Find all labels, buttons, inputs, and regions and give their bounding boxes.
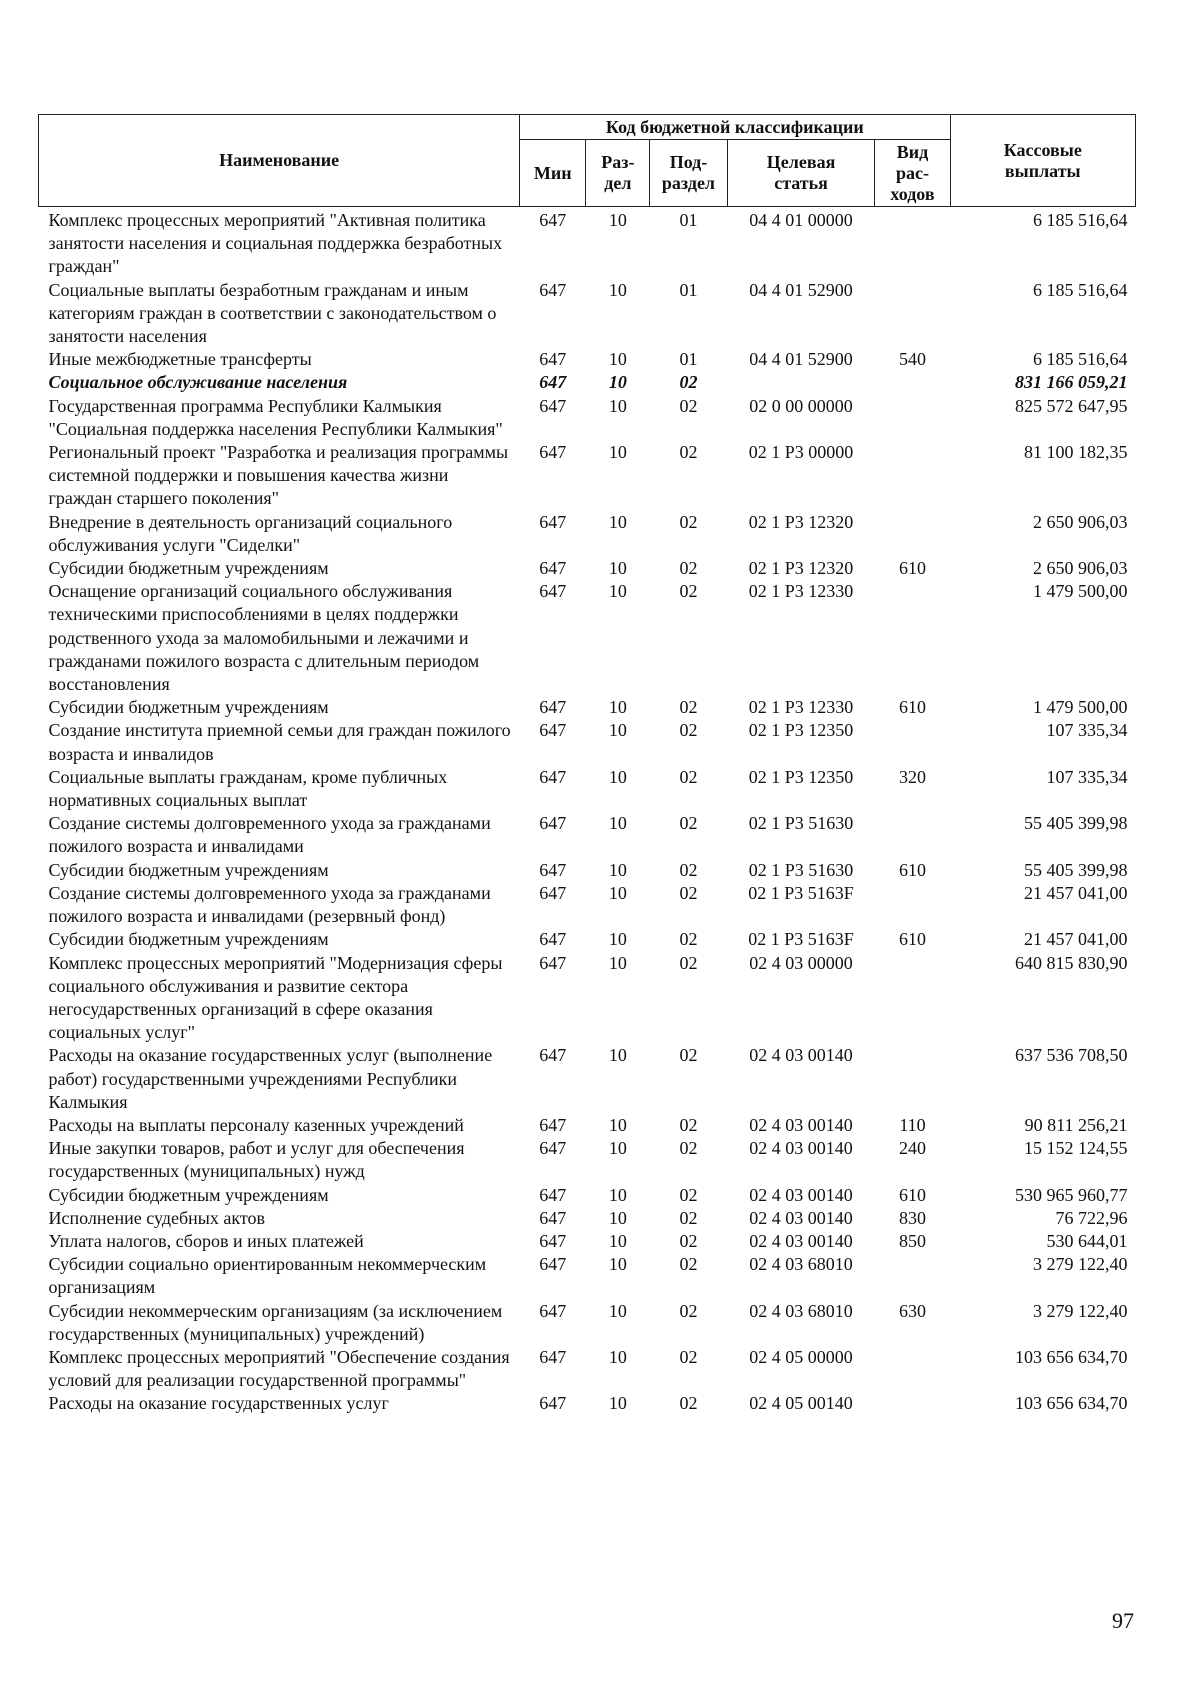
row-expense-type-cell: 240 — [899, 1138, 926, 1159]
row-ministry-cell: 647 — [539, 1254, 567, 1275]
row-amount-cell: 3 279 122,40 — [1033, 1300, 1128, 1321]
row-expense-type-cell: 610 — [899, 558, 926, 579]
row-expense-type-cell: 540 — [899, 349, 926, 370]
row-amount-cell: 21 457 041,00 — [1024, 882, 1128, 903]
row-expense-type-cell — [875, 1253, 950, 1299]
row-target-item-cell — [727, 371, 875, 394]
row-name-cell: Создание системы долговременного ухода за гражданами пожилого возраста и инвалидами — [48, 813, 491, 857]
row-subsection-cell: 02 — [679, 1393, 698, 1414]
row-name-cell: Оснащение организаций социального обслуживания техническими приспособлениями в целях поддержки родственного ухода за маломобильными и лежачими и гражданами пожилого возраста с длительным периодом восстановления — [48, 581, 480, 695]
row-ministry-cell: 647 — [539, 859, 567, 880]
row-subsection-cell: 02 — [679, 1045, 698, 1066]
row-expense-type-cell: 110 — [899, 1114, 926, 1135]
header-section: Раз- дел — [586, 140, 650, 207]
table-row — [39, 279, 1136, 349]
row-name-cell: Социальные выплаты гражданам, кроме публичных нормативных социальных выплат — [48, 766, 448, 811]
row-section-cell: 10 — [608, 1230, 627, 1251]
table-row — [39, 952, 1136, 1045]
row-name-cell: Субсидии бюджетным учреждениям — [48, 697, 329, 718]
row-name-cell: Региональный проект "Разработка и реализация программы системной поддержки и повышения качества жизни граждан старшего поколения" — [48, 442, 509, 509]
row-target-item-cell: 04 4 01 52900 — [749, 279, 853, 300]
row-target-item-cell: 02 1 Р3 12330 — [748, 697, 854, 718]
row-ministry-cell: 647 — [539, 813, 567, 834]
row-amount-cell: 107 335,34 — [1046, 720, 1128, 741]
row-name-cell: Расходы на оказание государственных услуг (выполнение работ) государственными учреждениями Республики Калмыкия — [48, 1045, 493, 1112]
row-expense-type-cell — [875, 511, 950, 557]
row-subsection-cell: 02 — [679, 1207, 698, 1228]
row-target-item-cell: 02 1 Р3 5163F — [748, 929, 854, 950]
row-ministry-cell: 647 — [539, 1184, 567, 1205]
row-name-cell: Комплекс процессных мероприятий "Модернизация сферы социального обслуживания и развитие сектора негосударственных организаций в сфере оказания социальных услуг" — [48, 952, 503, 1043]
row-section-cell: 10 — [608, 882, 627, 903]
row-amount-cell: 6 185 516,64 — [1033, 349, 1128, 370]
row-name-cell: Субсидии бюджетным учреждениям — [48, 859, 329, 880]
row-name-cell: Создание системы долговременного ухода за гражданами пожилого возраста и инвалидами (резервный фонд) — [48, 882, 491, 927]
row-ministry-cell: 647 — [539, 929, 567, 950]
table-row — [39, 1184, 1136, 1207]
row-amount-cell: 825 572 647,95 — [1015, 395, 1128, 416]
row-target-item-cell: 02 1 Р3 51630 — [748, 813, 854, 834]
row-name-cell: Создание института приемной семьи для граждан пожилого возраста и инвалидов — [48, 720, 511, 764]
row-subsection-cell: 02 — [679, 372, 698, 393]
row-name-cell: Комплекс процессных мероприятий "Обеспечение создания условий для реализации государственной программы" — [48, 1346, 510, 1391]
row-target-item-cell: 02 4 03 00140 — [749, 1045, 853, 1066]
row-amount-cell: 1 479 500,00 — [1033, 697, 1128, 718]
budget-table — [38, 114, 1136, 1416]
row-section-cell: 10 — [608, 372, 627, 393]
page-number: 97 — [1112, 1608, 1134, 1633]
row-subsection-cell: 02 — [679, 581, 698, 602]
row-target-item-cell: 02 4 03 00140 — [749, 1230, 853, 1251]
row-name-cell: Внедрение в деятельность организаций социального обслуживания услуги "Сиделки" — [48, 511, 453, 555]
row-target-item-cell: 04 4 01 52900 — [749, 349, 853, 370]
row-target-item-cell: 02 4 03 00140 — [749, 1138, 853, 1159]
table-header — [39, 115, 1136, 207]
header-expense-type: Вид рас- ходов — [875, 140, 950, 207]
header-target-item: Целевая статья — [727, 140, 875, 207]
row-name-cell: Уплата налогов, сборов и иных платежей — [48, 1230, 364, 1251]
row-amount-cell: 103 656 634,70 — [1015, 1346, 1128, 1367]
table-row — [39, 1230, 1136, 1253]
table-row — [39, 1300, 1136, 1346]
table-row — [39, 1253, 1136, 1299]
row-section-cell: 10 — [608, 558, 627, 579]
row-amount-cell: 3 279 122,40 — [1033, 1254, 1128, 1275]
row-expense-type-cell — [875, 882, 950, 928]
row-section-cell: 10 — [608, 1300, 627, 1321]
row-ministry-cell: 647 — [539, 1346, 567, 1367]
row-name-cell: Расходы на оказание государственных услуг — [48, 1393, 389, 1414]
row-amount-cell: 55 405 399,98 — [1024, 859, 1128, 880]
table-row — [39, 859, 1136, 882]
row-section-cell: 10 — [608, 1114, 627, 1135]
row-subsection-cell: 02 — [679, 1346, 698, 1367]
row-amount-cell: 2 650 906,03 — [1033, 511, 1128, 532]
row-amount-cell: 15 152 124,55 — [1024, 1138, 1128, 1159]
header-cash-payments: Кассовые выплаты — [950, 115, 1135, 207]
row-subsection-cell: 02 — [679, 697, 698, 718]
row-ministry-cell: 647 — [539, 1045, 567, 1066]
row-ministry-cell: 647 — [539, 581, 567, 602]
table-row — [39, 812, 1136, 858]
row-section-cell: 10 — [608, 442, 627, 463]
table-row — [39, 207, 1136, 279]
row-subsection-cell: 02 — [679, 766, 698, 787]
row-name-cell: Исполнение судебных актов — [48, 1207, 266, 1228]
row-amount-cell: 2 650 906,03 — [1033, 558, 1128, 579]
row-expense-type-cell — [875, 279, 950, 349]
row-expense-type-cell: 850 — [899, 1230, 926, 1251]
table-row — [39, 766, 1136, 812]
row-expense-type-cell — [875, 580, 950, 696]
row-name-cell: Иные закупки товаров, работ и услуг для обеспечения государственных (муниципальных) нужд — [48, 1138, 465, 1182]
table-row — [39, 511, 1136, 557]
row-ministry-cell: 647 — [539, 1114, 567, 1135]
table-row — [39, 441, 1136, 511]
row-ministry-cell: 647 — [539, 349, 567, 370]
row-ministry-cell: 647 — [539, 1138, 567, 1159]
row-section-cell: 10 — [608, 1393, 627, 1414]
row-subsection-cell: 02 — [679, 1254, 698, 1275]
row-amount-cell: 81 100 182,35 — [1024, 442, 1128, 463]
row-section-cell: 10 — [608, 581, 627, 602]
row-amount-cell: 530 644,01 — [1046, 1230, 1128, 1251]
table-row — [39, 1044, 1136, 1114]
row-amount-cell: 6 185 516,64 — [1033, 210, 1128, 230]
row-section-cell: 10 — [608, 720, 627, 741]
row-expense-type-cell: 610 — [899, 859, 926, 880]
row-target-item-cell: 04 4 01 00000 — [749, 210, 853, 230]
row-amount-cell: 831 166 059,21 — [1015, 372, 1128, 393]
row-name-cell: Субсидии бюджетным учреждениям — [48, 929, 329, 950]
row-section-cell: 10 — [608, 766, 627, 787]
row-target-item-cell: 02 4 05 00140 — [749, 1393, 853, 1414]
row-section-cell: 10 — [608, 395, 627, 416]
row-section-cell: 10 — [608, 1138, 627, 1159]
row-ministry-cell: 647 — [539, 1393, 567, 1414]
row-expense-type-cell: 610 — [899, 929, 926, 950]
header-budget-code-group: Код бюджетной классификации — [520, 115, 950, 140]
row-expense-type-cell — [875, 719, 950, 765]
table-row — [39, 580, 1136, 696]
row-ministry-cell: 647 — [539, 442, 567, 463]
header-ministry: Мин — [520, 140, 586, 207]
row-expense-type-cell — [875, 952, 950, 1045]
row-amount-cell: 640 815 830,90 — [1015, 952, 1128, 973]
row-amount-cell: 6 185 516,64 — [1033, 279, 1128, 300]
table-row — [39, 1346, 1136, 1392]
row-amount-cell: 76 722,96 — [1055, 1207, 1128, 1228]
table-row — [39, 882, 1136, 928]
row-ministry-cell: 647 — [539, 395, 567, 416]
row-section-cell: 10 — [608, 349, 627, 370]
row-ministry-cell: 647 — [539, 882, 567, 903]
row-target-item-cell: 02 1 Р3 12350 — [748, 766, 854, 787]
table-row — [39, 696, 1136, 719]
row-target-item-cell: 02 4 05 00000 — [749, 1346, 853, 1367]
row-subsection-cell: 01 — [679, 210, 698, 230]
row-target-item-cell: 02 1 Р3 51630 — [748, 859, 854, 880]
row-subsection-cell: 02 — [679, 1230, 698, 1251]
row-section-cell: 10 — [608, 511, 627, 532]
table-row — [39, 348, 1136, 371]
table-row — [39, 1137, 1136, 1183]
row-target-item-cell: 02 1 Р3 00000 — [748, 442, 854, 463]
row-name-cell: Субсидии социально ориентированным некоммерческим организациям — [48, 1254, 487, 1298]
row-expense-type-cell: 610 — [899, 1184, 926, 1205]
row-subsection-cell: 02 — [679, 929, 698, 950]
row-target-item-cell: 02 1 Р3 12350 — [748, 720, 854, 741]
row-ministry-cell: 647 — [539, 558, 567, 579]
row-section-cell: 10 — [608, 1254, 627, 1275]
row-amount-cell: 103 656 634,70 — [1015, 1393, 1128, 1414]
row-section-cell: 10 — [608, 1207, 627, 1228]
row-name-cell: Иные межбюджетные трансферты — [48, 349, 312, 370]
row-subsection-cell: 01 — [679, 349, 698, 370]
row-name-cell: Социальное обслуживание населения — [48, 372, 348, 393]
row-section-cell: 10 — [608, 1346, 627, 1367]
row-subsection-cell: 02 — [679, 952, 698, 973]
row-subsection-cell: 02 — [679, 813, 698, 834]
row-target-item-cell: 02 4 03 00140 — [749, 1114, 853, 1135]
row-ministry-cell: 647 — [539, 952, 567, 973]
row-section-cell: 10 — [608, 1184, 627, 1205]
row-subsection-cell: 02 — [679, 882, 698, 903]
row-subsection-cell: 02 — [679, 1300, 698, 1321]
table-row — [39, 557, 1136, 580]
row-section-cell: 10 — [608, 929, 627, 950]
row-expense-type-cell — [875, 1346, 950, 1392]
row-expense-type-cell — [875, 812, 950, 858]
row-section-cell: 10 — [608, 210, 627, 230]
row-expense-type-cell — [875, 207, 950, 279]
row-section-cell: 10 — [608, 1045, 627, 1066]
row-amount-cell: 1 479 500,00 — [1033, 581, 1128, 602]
row-name-cell: Субсидии некоммерческим организациям (за исключением государственных (муниципальных) учреждений) — [48, 1300, 503, 1344]
row-name-cell: Субсидии бюджетным учреждениям — [48, 558, 329, 579]
row-expense-type-cell: 610 — [899, 697, 926, 718]
row-target-item-cell: 02 4 03 00000 — [749, 952, 853, 973]
row-subsection-cell: 02 — [679, 511, 698, 532]
row-subsection-cell: 02 — [679, 859, 698, 880]
row-amount-cell: 637 536 708,50 — [1015, 1045, 1128, 1066]
table-row — [39, 1114, 1136, 1137]
row-target-item-cell: 02 1 Р3 12320 — [748, 511, 854, 532]
row-section-cell: 10 — [608, 813, 627, 834]
row-ministry-cell: 647 — [539, 210, 567, 230]
row-subsection-cell: 02 — [679, 442, 698, 463]
row-target-item-cell: 02 4 03 68010 — [749, 1300, 853, 1321]
header-name: Наименование — [39, 115, 520, 207]
row-expense-type-cell — [875, 1044, 950, 1114]
row-section-cell: 10 — [608, 952, 627, 973]
table-body — [39, 207, 1136, 1416]
row-expense-type-cell: 830 — [899, 1207, 926, 1228]
row-target-item-cell: 02 4 03 68010 — [749, 1254, 853, 1275]
table-row — [39, 1392, 1136, 1415]
row-subsection-cell: 02 — [679, 1114, 698, 1135]
row-name-cell: Социальные выплаты безработным гражданам и иным категориям граждан в соответствии с законодательством о занятости населения — [48, 279, 497, 347]
row-ministry-cell: 647 — [539, 766, 567, 787]
row-name-cell: Расходы на выплаты персоналу казенных учреждений — [48, 1114, 464, 1135]
row-name-cell: Комплекс процессных мероприятий "Активная политика занятости населения и социальная поддержка безработных граждан" — [48, 210, 503, 277]
row-expense-type-cell — [875, 441, 950, 511]
row-expense-type-cell: 320 — [899, 766, 926, 787]
row-target-item-cell: 02 1 Р3 5163F — [748, 882, 854, 903]
row-ministry-cell: 647 — [539, 1230, 567, 1251]
row-expense-type-cell — [875, 1392, 950, 1415]
row-target-item-cell: 02 1 Р3 12320 — [748, 558, 854, 579]
row-name-cell: Государственная программа Республики Калмыкия "Социальная поддержка населения Республики Калмыкия" — [48, 395, 503, 439]
row-expense-type-cell — [875, 371, 950, 394]
row-expense-type-cell: 630 — [899, 1300, 926, 1321]
row-subsection-cell: 02 — [679, 395, 698, 416]
row-amount-cell: 90 811 256,21 — [1024, 1114, 1128, 1135]
row-subsection-cell: 02 — [679, 720, 698, 741]
row-amount-cell: 530 965 960,77 — [1015, 1184, 1128, 1205]
row-subsection-cell: 01 — [679, 279, 698, 300]
table-row — [39, 1207, 1136, 1230]
row-ministry-cell: 647 — [539, 1207, 567, 1228]
row-section-cell: 10 — [608, 859, 627, 880]
header-subsection: Под- раздел — [650, 140, 727, 207]
row-ministry-cell: 647 — [539, 511, 567, 532]
row-ministry-cell: 647 — [539, 372, 567, 393]
row-target-item-cell: 02 0 00 00000 — [749, 395, 853, 416]
row-section-cell: 10 — [608, 697, 627, 718]
row-subsection-cell: 02 — [679, 1138, 698, 1159]
row-ministry-cell: 647 — [539, 720, 567, 741]
row-target-item-cell: 02 4 03 00140 — [749, 1207, 853, 1228]
row-ministry-cell: 647 — [539, 279, 567, 300]
row-expense-type-cell — [875, 395, 950, 441]
row-amount-cell: 107 335,34 — [1046, 766, 1128, 787]
table-row — [39, 719, 1136, 765]
section-total-row — [39, 371, 1136, 394]
table-row — [39, 928, 1136, 951]
row-amount-cell: 55 405 399,98 — [1024, 813, 1128, 834]
row-target-item-cell: 02 4 03 00140 — [749, 1184, 853, 1205]
row-amount-cell: 21 457 041,00 — [1024, 929, 1128, 950]
row-ministry-cell: 647 — [539, 697, 567, 718]
row-name-cell: Субсидии бюджетным учреждениям — [48, 1184, 329, 1205]
row-subsection-cell: 02 — [679, 558, 698, 579]
row-section-cell: 10 — [608, 279, 627, 300]
row-ministry-cell: 647 — [539, 1300, 567, 1321]
row-subsection-cell: 02 — [679, 1184, 698, 1205]
table-row — [39, 395, 1136, 441]
row-target-item-cell: 02 1 Р3 12330 — [748, 581, 854, 602]
